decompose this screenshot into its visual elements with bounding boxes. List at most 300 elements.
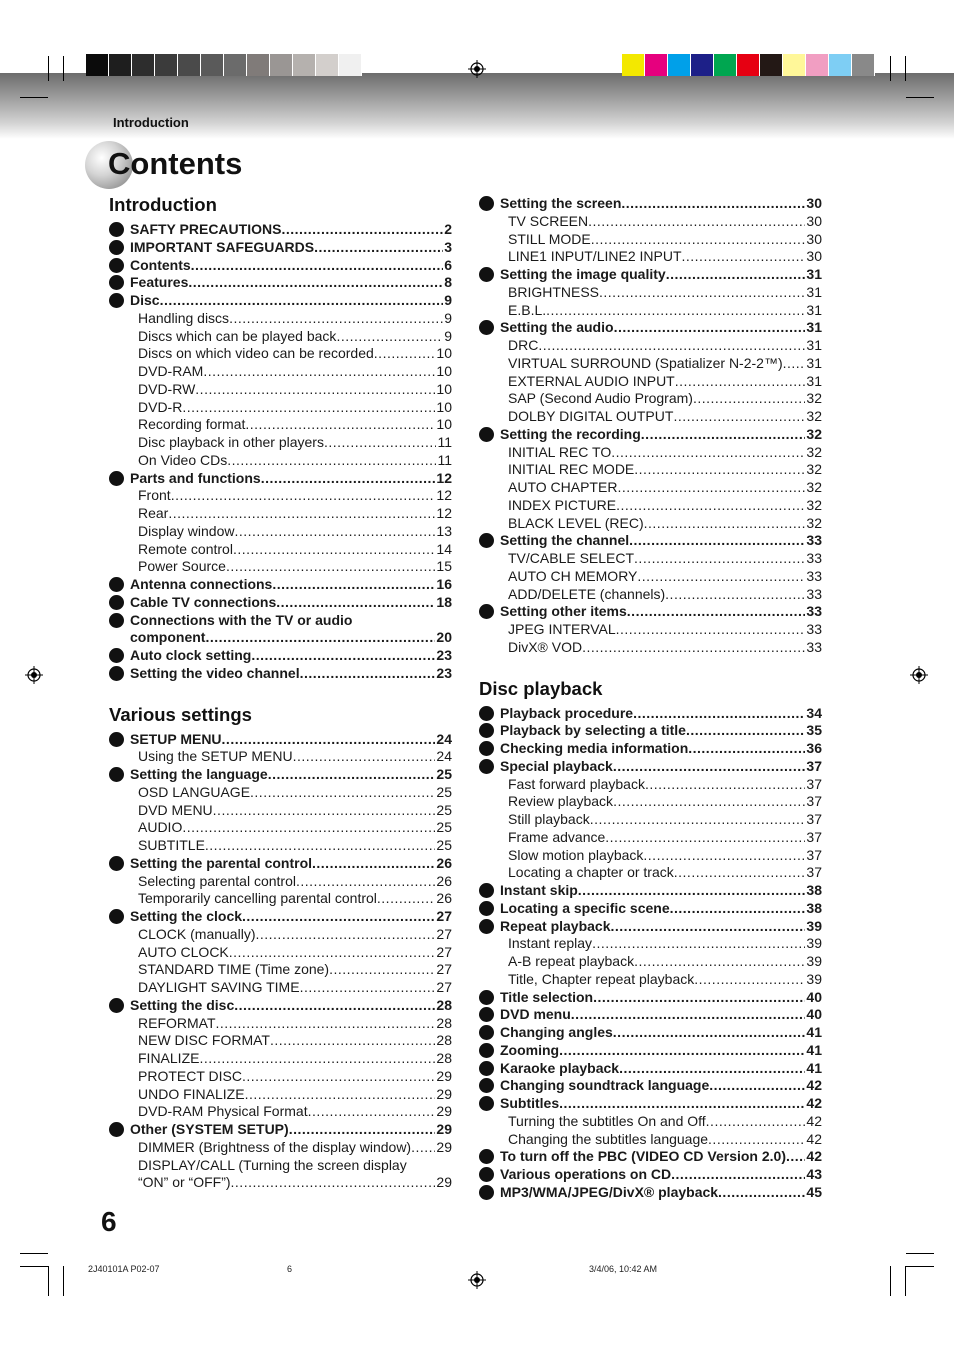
toc-entry-title: ADD/DELETE (channels) <box>508 585 666 602</box>
toc-entry[interactable] <box>479 515 822 533</box>
page-title: Contents <box>108 146 243 181</box>
toc-entry[interactable] <box>109 558 452 576</box>
toc-entry[interactable] <box>479 989 822 1007</box>
toc-entry[interactable] <box>479 1184 822 1202</box>
toc-entry[interactable] <box>109 541 452 559</box>
toc-entry[interactable] <box>109 748 452 766</box>
toc-entry-title: AUTO CHAPTER <box>508 479 618 495</box>
toc-entry[interactable] <box>479 1042 822 1060</box>
toc-entry-page: 28 <box>436 1050 452 1066</box>
toc-entry[interactable] <box>479 355 822 373</box>
toc-entry[interactable] <box>109 1015 452 1033</box>
calibration-swatch <box>109 54 132 76</box>
toc-entry[interactable] <box>109 487 452 505</box>
calibration-swatch <box>270 54 293 76</box>
toc-entry-page: 33 <box>806 603 822 620</box>
dot-leader <box>643 847 805 865</box>
toc-entry[interactable] <box>479 390 822 408</box>
dot-leader <box>281 221 443 239</box>
section-gap <box>109 683 452 703</box>
dot-leader <box>709 1077 805 1095</box>
toc-entry[interactable] <box>109 997 452 1015</box>
toc-entry[interactable] <box>479 847 822 865</box>
toc-entry-title: Instant replay <box>508 935 593 952</box>
toc-entry-title: Contents <box>130 256 191 273</box>
dot-leader <box>670 900 806 918</box>
toc-entry[interactable] <box>479 1131 822 1149</box>
dot-leader <box>226 558 435 576</box>
dot-leader <box>783 355 806 373</box>
toc-entry[interactable] <box>109 239 452 257</box>
toc-entry[interactable] <box>479 722 822 740</box>
toc-entry[interactable] <box>109 416 452 434</box>
dot-leader <box>582 639 805 657</box>
toc-entry-page: 23 <box>436 664 452 681</box>
toc-entry-title: SETUP MENU <box>130 730 222 747</box>
dot-leader <box>231 1174 436 1192</box>
toc-entry-title: BRIGHTNESS <box>508 283 600 300</box>
toc-entry-page: 20 <box>436 629 452 646</box>
toc-entry[interactable] <box>109 576 452 594</box>
toc-entry[interactable] <box>479 811 822 829</box>
toc-entry-title: JPEG INTERVAL <box>508 621 616 637</box>
toc-entry[interactable] <box>479 603 822 621</box>
toc-entry-page: 32 <box>806 479 822 495</box>
dot-leader <box>571 1006 806 1024</box>
toc-entry-title: Various operations on CD <box>500 1166 672 1182</box>
toc-entry[interactable] <box>479 971 822 989</box>
toc-entry-title: NEW DISC FORMAT <box>138 1032 270 1049</box>
toc-entry[interactable] <box>109 1086 452 1104</box>
toc-entry-title: DVD menu <box>500 1006 571 1023</box>
toc-entry-title: PROTECT DISC <box>138 1067 242 1084</box>
toc-entry[interactable] <box>109 766 452 784</box>
toc-left-column <box>109 193 452 1192</box>
toc-entry-page: 36 <box>806 740 822 756</box>
grayscale-calibration-bars <box>86 54 362 76</box>
dot-leader <box>718 1184 805 1202</box>
calibration-swatch <box>760 54 783 76</box>
toc-entry[interactable] <box>479 1006 822 1024</box>
toc-entry-title: DVD-R <box>138 398 183 415</box>
toc-entry[interactable] <box>109 523 452 541</box>
toc-entry-page: 42 <box>806 1077 822 1094</box>
toc-entry-page: 25 <box>436 766 452 782</box>
toc-entry-title: EXTERNAL AUDIO INPUT <box>508 372 675 389</box>
toc-entry-title: AUDIO <box>138 819 183 836</box>
crop-mark <box>63 1266 64 1296</box>
toc-entry-title: CLOCK (manually) <box>138 925 256 942</box>
dot-leader <box>644 515 806 533</box>
toc-entry-page: 39 <box>806 970 822 987</box>
toc-entry-title: DAYLIGHT SAVING TIME <box>138 979 300 995</box>
toc-entry[interactable] <box>479 302 822 320</box>
toc-entry-title: Auto clock setting <box>130 647 252 663</box>
crop-mark <box>890 1266 891 1296</box>
toc-entry[interactable] <box>479 882 822 900</box>
dot-leader <box>634 953 805 971</box>
toc-entry[interactable] <box>109 926 452 944</box>
toc-entry-title: Setting other items <box>500 603 627 620</box>
dot-leader <box>312 855 435 873</box>
dot-leader <box>300 665 436 683</box>
calibration-swatch <box>783 54 806 76</box>
toc-entry-title: DVD-RAM <box>138 363 204 379</box>
toc-entry-title: Using the SETUP MENU <box>138 748 293 765</box>
toc-entry-page: 6 <box>444 256 452 273</box>
dot-leader <box>592 935 805 953</box>
toc-entry-title: Rear <box>138 505 169 521</box>
toc-entry-page: 10 <box>436 416 452 433</box>
calibration-swatch <box>339 54 362 76</box>
toc-entry-page: 29 <box>436 1138 452 1155</box>
crop-mark <box>906 1266 934 1267</box>
toc-entry-title: INITIAL REC MODE <box>508 461 635 478</box>
toc-entry[interactable] <box>479 793 822 811</box>
crop-mark <box>20 1266 48 1267</box>
toc-entry-title: Setting the image quality <box>500 266 666 282</box>
dot-leader <box>261 470 436 488</box>
toc-entry-page: 32 <box>806 496 822 513</box>
dot-leader <box>300 979 436 997</box>
toc-entry[interactable] <box>109 1121 452 1139</box>
dot-leader <box>270 1032 435 1050</box>
toc-entry[interactable] <box>109 890 452 908</box>
toc-entry[interactable] <box>479 621 822 639</box>
toc-entry-page: 31 <box>806 354 822 371</box>
toc-entry[interactable] <box>109 873 452 891</box>
calibration-swatch <box>293 54 316 76</box>
calibration-swatch <box>829 54 852 76</box>
toc-entry-page: 13 <box>436 522 452 539</box>
toc-entry[interactable] <box>479 740 822 758</box>
dot-leader <box>616 497 805 515</box>
toc-entry[interactable] <box>479 776 822 794</box>
toc-entry[interactable] <box>479 408 822 426</box>
toc-entry[interactable] <box>109 944 452 962</box>
toc-entry-page: 28 <box>436 1032 452 1049</box>
dot-leader <box>234 997 435 1015</box>
dot-leader <box>182 819 435 837</box>
toc-entry-title: INDEX PICTURE <box>508 496 617 513</box>
calibration-swatch <box>645 54 668 76</box>
toc-entry-title: E.B.L. <box>508 301 547 318</box>
dot-leader <box>619 1060 805 1078</box>
toc-entry[interactable] <box>479 1113 822 1131</box>
toc-entry-page: 37 <box>806 775 822 792</box>
dot-leader <box>786 1148 805 1166</box>
toc-entry-page: 16 <box>436 576 452 592</box>
toc-entry[interactable] <box>479 953 822 971</box>
toc-entry[interactable] <box>479 705 822 723</box>
dot-leader <box>336 328 443 346</box>
file-code: 2J40101A P02-07 <box>88 1264 160 1274</box>
toc-entry[interactable] <box>109 1139 452 1157</box>
toc-entry-title: STANDARD TIME (Time zone) <box>138 961 330 978</box>
toc-entry[interactable] <box>109 292 452 310</box>
toc-entry[interactable] <box>479 337 822 355</box>
toc-entry[interactable] <box>109 979 452 997</box>
toc-entry[interactable] <box>479 426 822 444</box>
dot-leader <box>296 873 435 891</box>
toc-entry-title: Discs on which video can be recorded <box>138 345 374 362</box>
toc-entry[interactable] <box>479 1077 822 1095</box>
toc-entry[interactable] <box>479 639 822 657</box>
toc-entry-page: 41 <box>806 1059 822 1076</box>
dot-leader <box>645 776 805 794</box>
calibration-swatch <box>247 54 270 76</box>
toc-entry[interactable] <box>109 1068 452 1086</box>
toc-entry[interactable] <box>109 345 452 363</box>
toc-entry[interactable] <box>479 532 822 550</box>
toc-entry[interactable] <box>479 758 822 776</box>
crop-mark <box>48 1266 49 1296</box>
toc-entry-title: Setting the disc <box>130 996 235 1013</box>
toc-entry-title: INITIAL REC TO <box>508 443 612 460</box>
calibration-swatch <box>737 54 760 76</box>
registration-mark-icon <box>910 666 928 684</box>
toc-entry-title: OSD LANGUAGE <box>138 783 251 800</box>
toc-entry[interactable] <box>479 373 822 391</box>
toc-entry-page: 42 <box>806 1130 822 1147</box>
toc-entry[interactable] <box>479 461 822 479</box>
toc-entry-page: 10 <box>436 380 452 397</box>
dot-leader <box>634 461 805 479</box>
toc-entry[interactable] <box>109 470 452 488</box>
toc-entry-title: SAP (Second Audio Program) <box>508 390 693 407</box>
toc-entry[interactable] <box>109 310 452 328</box>
registration-mark-icon <box>468 1271 486 1289</box>
toc-entry-page: 32 <box>806 408 822 424</box>
toc-entry-title: Review playback <box>508 793 614 810</box>
toc-entry-continued[interactable] <box>109 1174 452 1192</box>
dot-leader <box>227 452 436 470</box>
toc-entry-title: Fast forward playback <box>508 775 645 792</box>
toc-entry[interactable] <box>109 399 452 417</box>
toc-entry[interactable] <box>479 586 822 604</box>
dot-leader <box>203 363 435 381</box>
toc-entry[interactable] <box>479 900 822 918</box>
toc-entry-title: Cable TV connections <box>130 593 277 610</box>
toc-entry-title: Setting the clock <box>130 908 243 924</box>
toc-entry-title: DOLBY DIGITAL OUTPUT <box>508 408 674 424</box>
toc-entry-page: 9 <box>444 309 452 326</box>
toc-entry-title: Recording format <box>138 416 246 433</box>
dot-leader <box>621 195 805 213</box>
toc-entry-title: Display window <box>138 522 235 539</box>
dot-leader <box>205 837 436 855</box>
toc-entry-title: Zooming <box>500 1041 560 1058</box>
toc-entry[interactable] <box>479 1148 822 1166</box>
toc-entry-page: 2 <box>444 221 452 237</box>
toc-entry[interactable] <box>109 594 452 612</box>
calibration-swatch <box>316 54 339 76</box>
toc-entry[interactable] <box>109 257 452 275</box>
toc-entry-title: REFORMAT <box>138 1014 216 1031</box>
toc-entry[interactable] <box>479 1024 822 1042</box>
toc-entry[interactable] <box>109 1103 452 1121</box>
toc-entry-page: 24 <box>436 748 452 765</box>
toc-entry-page: 25 <box>436 819 452 836</box>
toc-entry-page: 8 <box>444 274 452 291</box>
dot-leader <box>578 882 806 900</box>
toc-entry-page: 14 <box>436 540 452 557</box>
toc-entry-title: Setting the video channel <box>130 664 300 681</box>
dot-leader <box>588 213 805 231</box>
section-tag: Introduction <box>113 115 189 130</box>
dot-leader <box>706 1113 806 1131</box>
crop-mark <box>20 97 48 98</box>
dot-leader <box>250 784 435 802</box>
dot-leader <box>675 373 806 391</box>
toc-entry[interactable] <box>479 213 822 231</box>
toc-entry[interactable] <box>109 802 452 820</box>
toc-entry-page: 42 <box>806 1095 822 1111</box>
registration-mark-icon <box>25 666 43 684</box>
toc-entry-title: TV/CABLE SELECT <box>508 550 635 566</box>
toc-entry-title: Slow motion playback <box>508 846 644 863</box>
toc-entry-title: Antenna connections <box>130 576 273 592</box>
toc-entry[interactable] <box>109 731 452 749</box>
toc-entry[interactable] <box>109 452 452 470</box>
toc-entry-page: 43 <box>806 1166 822 1182</box>
toc-entry-title: Changing the subtitles language <box>508 1130 709 1147</box>
toc-entry-title: Frame advance <box>508 828 606 845</box>
dot-leader <box>616 621 806 639</box>
toc-entry[interactable] <box>479 231 822 249</box>
toc-entry-page: 9 <box>444 327 452 344</box>
toc-entry[interactable] <box>109 665 452 683</box>
dot-leader <box>213 802 436 820</box>
toc-entry[interactable] <box>479 550 822 568</box>
toc-entry[interactable] <box>479 935 822 953</box>
toc-entry-title: DISPLAY/CALL (Turning the screen display <box>138 1156 407 1173</box>
toc-entry[interactable] <box>479 444 822 462</box>
toc-entry-page: 27 <box>436 979 452 995</box>
toc-entry-title: Locating a chapter or track <box>508 864 674 881</box>
toc-entry-title: On Video CDs <box>138 451 228 468</box>
toc-entry-page: 27 <box>436 925 452 942</box>
toc-entry[interactable] <box>479 266 822 284</box>
toc-entry[interactable] <box>109 961 452 979</box>
toc-entry-page: 27 <box>436 961 452 978</box>
dot-leader <box>229 310 443 328</box>
toc-entry[interactable] <box>479 195 822 213</box>
toc-entry[interactable] <box>109 908 452 926</box>
toc-entry[interactable] <box>109 274 452 292</box>
toc-entry-title: Disc <box>130 292 160 308</box>
toc-entry-page: 37 <box>806 864 822 881</box>
calibration-swatch <box>691 54 714 76</box>
toc-entry[interactable] <box>109 855 452 873</box>
toc-entry[interactable] <box>109 612 452 630</box>
toc-entry-page: 37 <box>806 757 822 774</box>
toc-entry-page: 37 <box>806 811 822 827</box>
toc-entry-page: 12 <box>436 469 452 486</box>
toc-entry-page: 35 <box>806 722 822 739</box>
toc-entry-title: Instant skip <box>500 882 578 898</box>
toc-entry-title: UNDO FINALIZE <box>138 1085 245 1102</box>
toc-entry[interactable] <box>479 248 822 266</box>
toc-entry[interactable] <box>109 819 452 837</box>
toc-entry-page: 29 <box>436 1121 452 1137</box>
toc-entry-page: 26 <box>436 890 452 907</box>
toc-entry-title: Discs which can be played back <box>138 327 337 344</box>
toc-entry-title: Features <box>130 274 189 291</box>
toc-entry[interactable] <box>109 505 452 523</box>
toc-entry-title: STILL MODE <box>508 230 591 247</box>
dot-leader <box>289 1121 436 1139</box>
toc-entry[interactable] <box>479 829 822 847</box>
dot-leader <box>205 629 435 647</box>
dot-leader <box>673 408 805 426</box>
toc-entry[interactable] <box>479 497 822 515</box>
toc-entry-page: 33 <box>806 567 822 584</box>
toc-entry[interactable] <box>479 568 822 586</box>
toc-entry-page: 26 <box>436 854 452 871</box>
toc-entry[interactable] <box>479 918 822 936</box>
toc-entry-title: BLACK LEVEL (REC) <box>508 514 644 531</box>
calibration-swatch <box>132 54 155 76</box>
toc-entry[interactable] <box>109 328 452 346</box>
toc-entry-title: DVD-RW <box>138 380 196 397</box>
toc-entry-page: 30 <box>806 248 822 265</box>
toc-entry[interactable] <box>479 864 822 882</box>
toc-entry-title: SUBTITLE <box>138 837 205 853</box>
toc-entry[interactable] <box>479 1095 822 1113</box>
toc-entry[interactable] <box>109 1032 452 1050</box>
toc-entry-page: 39 <box>806 935 822 952</box>
toc-entry[interactable] <box>109 381 452 399</box>
toc-entry-page: 15 <box>436 558 452 575</box>
toc-entry[interactable] <box>479 319 822 337</box>
toc-entry[interactable] <box>109 1050 452 1068</box>
toc-entry-title: Temporarily cancelling parental control <box>138 890 377 907</box>
toc-entry[interactable] <box>109 837 452 855</box>
crop-mark <box>63 56 64 81</box>
dot-leader <box>160 292 444 310</box>
calibration-swatch <box>86 54 109 76</box>
dot-leader <box>242 1068 435 1086</box>
dot-leader <box>245 1086 436 1104</box>
toc-entry[interactable] <box>479 284 822 302</box>
dot-leader <box>377 890 436 908</box>
dot-leader <box>605 829 805 847</box>
toc-entry-page: 29 <box>436 1174 452 1191</box>
toc-entry[interactable] <box>109 434 452 452</box>
toc-entry-continued[interactable] <box>109 629 452 647</box>
dot-leader <box>634 550 805 568</box>
toc-entry-title: Setting the parental control <box>130 854 313 871</box>
toc-entry[interactable] <box>109 221 452 239</box>
toc-entry-title: Connections with the TV or audio <box>130 611 353 628</box>
toc-entry[interactable] <box>479 1166 822 1184</box>
toc-entry-page: 12 <box>436 487 452 504</box>
toc-entry[interactable] <box>109 363 452 381</box>
toc-entry-title: Repeat playback <box>500 917 611 934</box>
toc-entry[interactable] <box>109 647 452 665</box>
toc-entry[interactable] <box>109 784 452 802</box>
toc-entry[interactable] <box>479 1060 822 1078</box>
toc-entry[interactable] <box>479 479 822 497</box>
dot-leader <box>694 971 805 989</box>
toc-entry-page: 39 <box>806 953 822 969</box>
toc-entry-page: 30 <box>806 195 822 211</box>
toc-entry[interactable] <box>109 1157 452 1175</box>
dot-leader <box>324 434 436 452</box>
dot-leader <box>268 766 436 784</box>
toc-entry-page: 28 <box>436 1014 452 1031</box>
